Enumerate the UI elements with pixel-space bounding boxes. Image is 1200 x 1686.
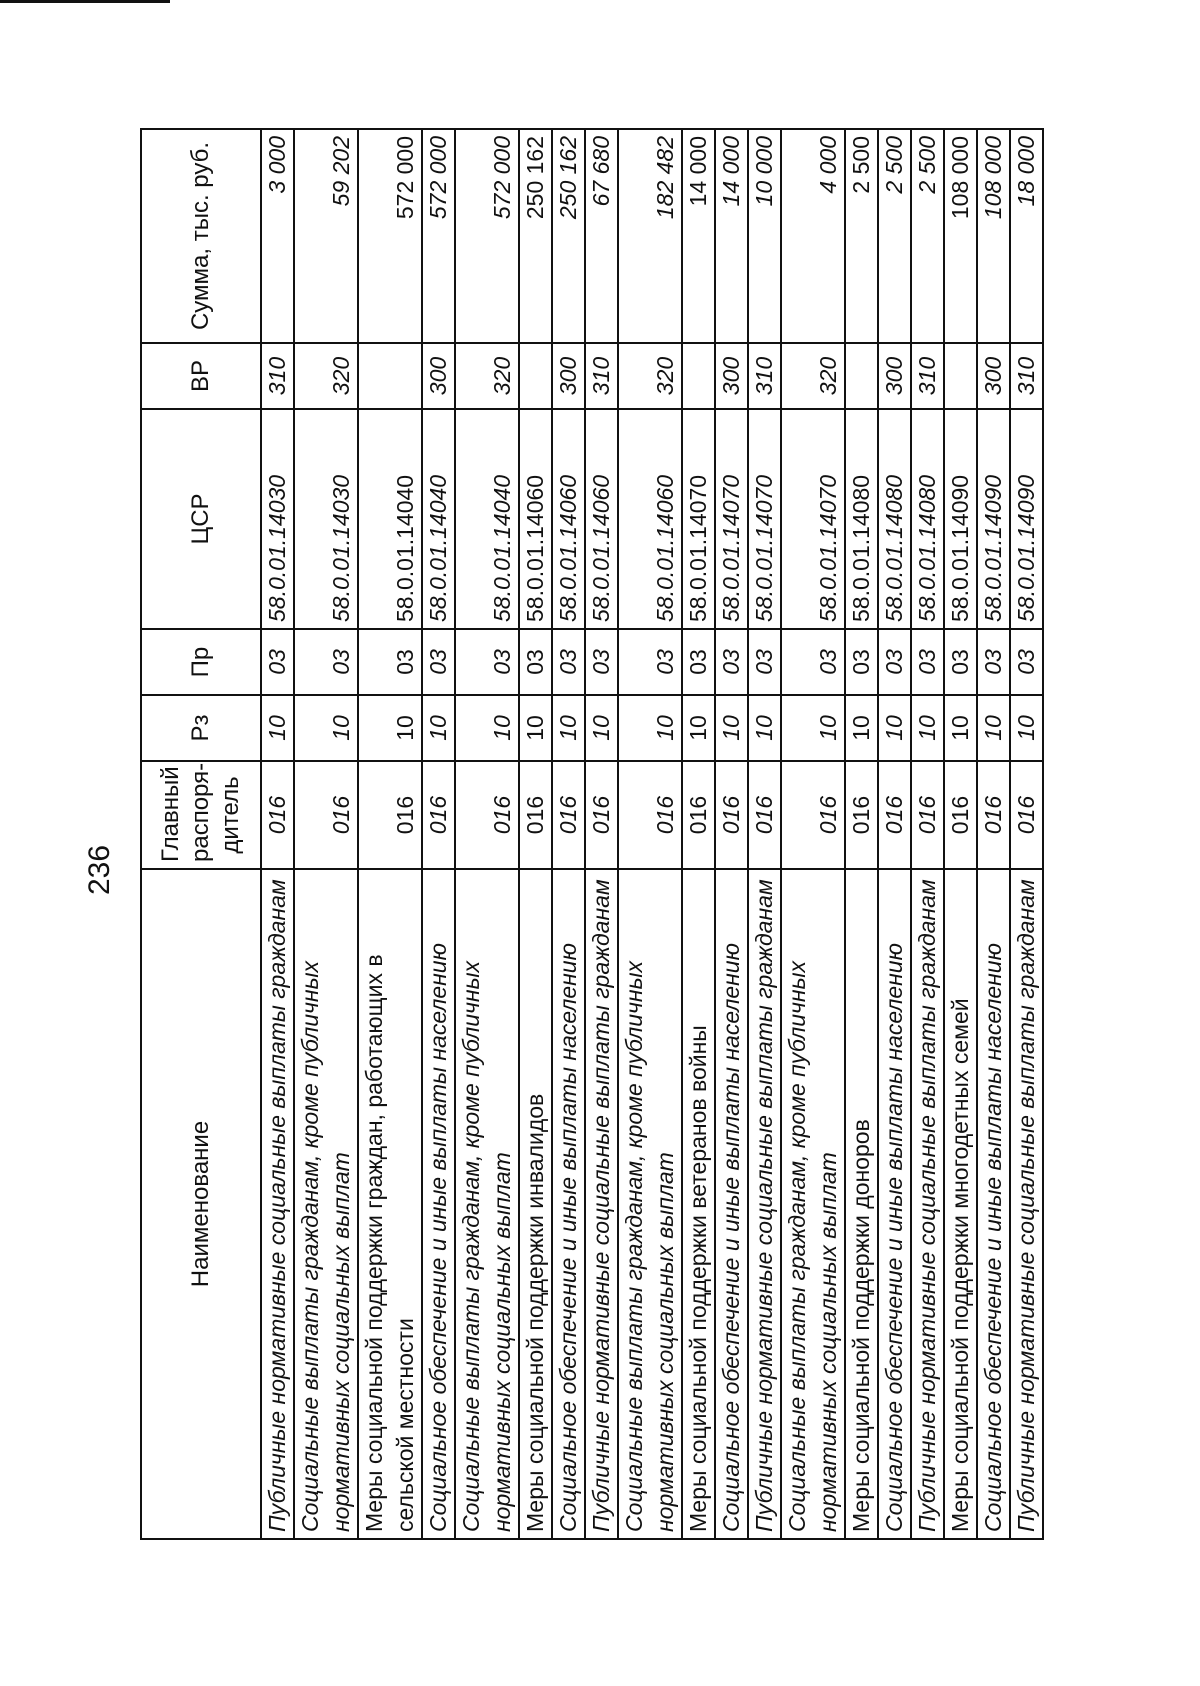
cell-sum: 572 000 xyxy=(422,129,455,343)
cell-rz: 10 xyxy=(944,695,977,761)
table-row xyxy=(552,129,585,1539)
cell-csr: 58.0.01.14060 xyxy=(618,409,682,629)
cell-pr: 03 xyxy=(358,629,422,695)
cell-rz: 10 xyxy=(878,695,911,761)
table-row xyxy=(715,129,748,1539)
table-row xyxy=(911,129,944,1539)
cell-vr: 320 xyxy=(294,343,358,409)
cell-glavny: 016 xyxy=(878,761,911,869)
table-row xyxy=(455,129,519,1539)
cell-pr: 03 xyxy=(261,629,294,695)
page-number: 236 xyxy=(83,844,116,896)
cell-rz: 10 xyxy=(845,695,878,761)
cell-vr: 310 xyxy=(261,343,294,409)
cell-sum: 2 500 xyxy=(911,129,944,343)
header-csr: ЦСР xyxy=(141,409,261,629)
cell-csr: 58.0.01.14080 xyxy=(878,409,911,629)
cell-glavny: 016 xyxy=(748,761,781,869)
cell-sum: 572 000 xyxy=(358,129,422,343)
cell-name: Меры социальной поддержки инвалидов xyxy=(519,869,552,1539)
cell-glavny: 016 xyxy=(1010,761,1043,869)
cell-sum: 182 482 xyxy=(618,129,682,343)
table-row xyxy=(781,129,845,1539)
cell-rz: 10 xyxy=(977,695,1010,761)
cell-sum: 3 000 xyxy=(261,129,294,343)
cell-sum: 2 500 xyxy=(878,129,911,343)
cell-vr: 310 xyxy=(748,343,781,409)
cell-csr: 58.0.01.14070 xyxy=(682,409,715,629)
cell-vr: 300 xyxy=(715,343,748,409)
cell-name: Социальные выплаты гражданам, кроме публичных нормативных социальных выплат xyxy=(455,869,519,1539)
cell-sum: 2 500 xyxy=(845,129,878,343)
table-row xyxy=(845,129,878,1539)
cell-glavny: 016 xyxy=(618,761,682,869)
cell-vr xyxy=(519,343,552,409)
header-glavny: Главный распоря-дитель xyxy=(141,761,261,869)
cell-glavny: 016 xyxy=(422,761,455,869)
cell-rz: 10 xyxy=(519,695,552,761)
cell-rz: 10 xyxy=(682,695,715,761)
cell-rz: 10 xyxy=(911,695,944,761)
cell-vr xyxy=(845,343,878,409)
cell-csr: 58.0.01.14060 xyxy=(552,409,585,629)
cell-pr: 03 xyxy=(1010,629,1043,695)
cell-glavny: 016 xyxy=(682,761,715,869)
cell-name: Социальное обеспечение и иные выплаты населению xyxy=(878,869,911,1539)
cell-name: Социальное обеспечение и иные выплаты населению xyxy=(977,869,1010,1539)
cell-name: Социальное обеспечение и иные выплаты населению xyxy=(715,869,748,1539)
cell-glavny: 016 xyxy=(715,761,748,869)
cell-sum: 250 162 xyxy=(552,129,585,343)
cell-pr: 03 xyxy=(977,629,1010,695)
cell-sum: 4 000 xyxy=(781,129,845,343)
cell-glavny: 016 xyxy=(977,761,1010,869)
cell-pr: 03 xyxy=(878,629,911,695)
cell-csr: 58.0.01.14040 xyxy=(422,409,455,629)
cell-glavny: 016 xyxy=(455,761,519,869)
budget-table xyxy=(140,128,1044,1540)
cell-csr: 58.0.01.14070 xyxy=(715,409,748,629)
table-row xyxy=(682,129,715,1539)
cell-rz: 10 xyxy=(781,695,845,761)
cell-csr: 58.0.01.14070 xyxy=(781,409,845,629)
header-sum: Сумма, тыс. руб. xyxy=(141,129,261,343)
cell-vr xyxy=(358,343,422,409)
cell-glavny: 016 xyxy=(294,761,358,869)
cell-csr: 58.0.01.14080 xyxy=(845,409,878,629)
cell-name: Социальные выплаты гражданам, кроме публичных нормативных социальных выплат xyxy=(781,869,845,1539)
cell-name: Меры социальной поддержки многодетных семей xyxy=(944,869,977,1539)
cell-pr: 03 xyxy=(552,629,585,695)
header-rz: Рз xyxy=(141,695,261,761)
cell-name: Социальные выплаты гражданам, кроме публичных нормативных социальных выплат xyxy=(294,869,358,1539)
cell-rz: 10 xyxy=(715,695,748,761)
cell-vr: 320 xyxy=(455,343,519,409)
cell-pr: 03 xyxy=(781,629,845,695)
cell-rz: 10 xyxy=(455,695,519,761)
cell-rz: 10 xyxy=(294,695,358,761)
cell-vr: 300 xyxy=(422,343,455,409)
cell-csr: 58.0.01.14030 xyxy=(294,409,358,629)
header-row xyxy=(141,129,261,1539)
cell-sum: 59 202 xyxy=(294,129,358,343)
table-row xyxy=(261,129,294,1539)
cell-pr: 03 xyxy=(845,629,878,695)
cell-vr: 320 xyxy=(781,343,845,409)
cell-csr: 58.0.01.14040 xyxy=(358,409,422,629)
table-row xyxy=(358,129,422,1539)
table-row xyxy=(977,129,1010,1539)
cell-csr: 58.0.01.14090 xyxy=(1010,409,1043,629)
cell-sum: 108 000 xyxy=(944,129,977,343)
table-row xyxy=(422,129,455,1539)
cell-rz: 10 xyxy=(618,695,682,761)
cell-name: Публичные нормативные социальные выплаты гражданам xyxy=(911,869,944,1539)
cell-name: Меры социальной поддержки доноров xyxy=(845,869,878,1539)
cell-rz: 10 xyxy=(422,695,455,761)
cell-pr: 03 xyxy=(911,629,944,695)
cell-vr: 310 xyxy=(911,343,944,409)
cell-csr: 58.0.01.14040 xyxy=(455,409,519,629)
table-row xyxy=(1010,129,1043,1539)
table-row xyxy=(519,129,552,1539)
cell-vr xyxy=(682,343,715,409)
cell-glavny: 016 xyxy=(358,761,422,869)
cell-sum: 10 000 xyxy=(748,129,781,343)
table-row xyxy=(585,129,618,1539)
cell-name: Социальное обеспечение и иные выплаты населению xyxy=(552,869,585,1539)
cell-pr: 03 xyxy=(519,629,552,695)
cell-pr: 03 xyxy=(294,629,358,695)
cell-pr: 03 xyxy=(682,629,715,695)
cell-glavny: 016 xyxy=(944,761,977,869)
cell-pr: 03 xyxy=(748,629,781,695)
cell-name: Меры социальной поддержки граждан, работающих в сельской местности xyxy=(358,869,422,1539)
cell-pr: 03 xyxy=(422,629,455,695)
table-row xyxy=(878,129,911,1539)
cell-csr: 58.0.01.14080 xyxy=(911,409,944,629)
cell-name: Публичные нормативные социальные выплаты гражданам xyxy=(1010,869,1043,1539)
cell-glavny: 016 xyxy=(911,761,944,869)
cell-glavny: 016 xyxy=(261,761,294,869)
cell-rz: 10 xyxy=(1010,695,1043,761)
cell-rz: 10 xyxy=(358,695,422,761)
cell-vr xyxy=(944,343,977,409)
header-vr: ВР xyxy=(141,343,261,409)
cell-sum: 572 000 xyxy=(455,129,519,343)
cell-vr: 300 xyxy=(878,343,911,409)
cell-csr: 58.0.01.14090 xyxy=(977,409,1010,629)
cell-sum: 108 000 xyxy=(977,129,1010,343)
cell-name: Публичные нормативные социальные выплаты гражданам xyxy=(748,869,781,1539)
cell-pr: 03 xyxy=(618,629,682,695)
cell-sum: 67 680 xyxy=(585,129,618,343)
cell-pr: 03 xyxy=(715,629,748,695)
cell-rz: 10 xyxy=(261,695,294,761)
table-row xyxy=(618,129,682,1539)
cell-glavny: 016 xyxy=(552,761,585,869)
cell-rz: 10 xyxy=(585,695,618,761)
cell-pr: 03 xyxy=(944,629,977,695)
cell-glavny: 016 xyxy=(781,761,845,869)
cell-name: Публичные нормативные социальные выплаты гражданам xyxy=(585,869,618,1539)
cell-glavny: 016 xyxy=(845,761,878,869)
cell-csr: 58.0.01.14070 xyxy=(748,409,781,629)
cell-name: Социальные выплаты гражданам, кроме публичных нормативных социальных выплат xyxy=(618,869,682,1539)
cell-rz: 10 xyxy=(748,695,781,761)
cell-vr: 310 xyxy=(1010,343,1043,409)
header-name: Наименование xyxy=(141,869,261,1539)
cell-name: Меры социальной поддержки ветеранов войны xyxy=(682,869,715,1539)
table-row xyxy=(294,129,358,1539)
cell-sum: 18 000 xyxy=(1010,129,1043,343)
cell-vr: 300 xyxy=(552,343,585,409)
cell-vr: 320 xyxy=(618,343,682,409)
top-rule xyxy=(0,0,170,3)
cell-glavny: 016 xyxy=(519,761,552,869)
cell-csr: 58.0.01.14060 xyxy=(585,409,618,629)
table-row xyxy=(748,129,781,1539)
cell-vr: 310 xyxy=(585,343,618,409)
cell-name: Социальное обеспечение и иные выплаты населению xyxy=(422,869,455,1539)
cell-csr: 58.0.01.14090 xyxy=(944,409,977,629)
cell-name: Публичные нормативные социальные выплаты гражданам xyxy=(261,869,294,1539)
header-pr: Пр xyxy=(141,629,261,695)
cell-sum: 14 000 xyxy=(715,129,748,343)
cell-sum: 250 162 xyxy=(519,129,552,343)
cell-pr: 03 xyxy=(585,629,618,695)
cell-vr: 300 xyxy=(977,343,1010,409)
cell-pr: 03 xyxy=(455,629,519,695)
cell-csr: 58.0.01.14060 xyxy=(519,409,552,629)
table-row xyxy=(944,129,977,1539)
cell-rz: 10 xyxy=(552,695,585,761)
cell-csr: 58.0.01.14030 xyxy=(261,409,294,629)
rotated-page-content xyxy=(140,130,1039,1540)
cell-sum: 14 000 xyxy=(682,129,715,343)
cell-glavny: 016 xyxy=(585,761,618,869)
